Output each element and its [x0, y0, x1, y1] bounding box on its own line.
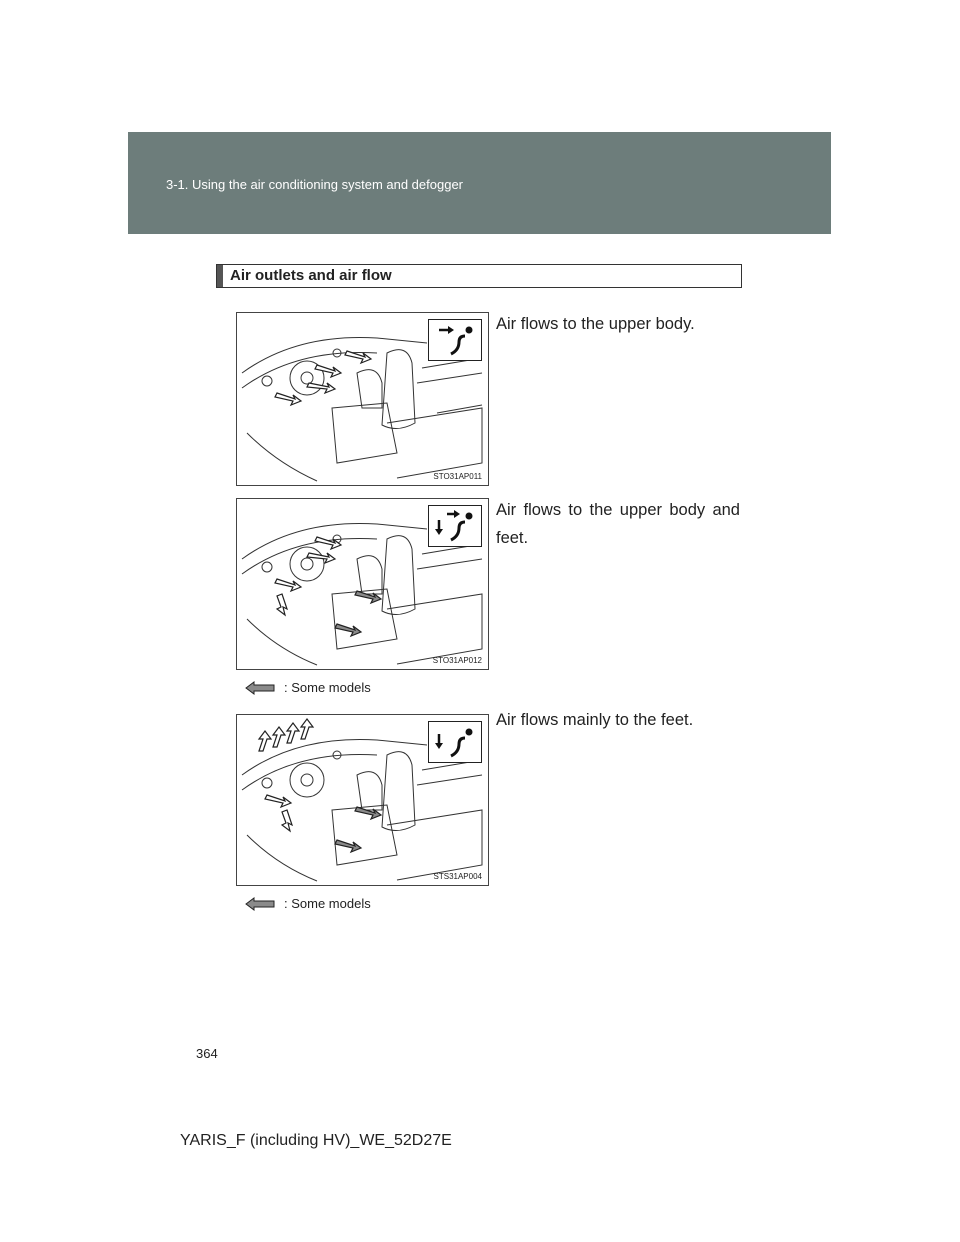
description: Air flows mainly to the feet. — [496, 711, 694, 729]
bi-level-vent-icon — [428, 505, 482, 547]
page-number: 364 — [196, 1046, 218, 1061]
section-title: Air outlets and air flow — [230, 267, 392, 284]
gray-arrow-icon — [244, 681, 276, 695]
figure-face-airflow — [236, 312, 489, 486]
face-vent-icon — [428, 319, 482, 361]
figure-foot-airflow — [236, 714, 489, 886]
note-text: : Some models — [284, 680, 371, 695]
figure-code: STS31AP004 — [433, 872, 482, 881]
figure-code: STO31AP012 — [432, 656, 482, 665]
breadcrumb: 3-1. Using the air conditioning system and defogger — [166, 177, 464, 192]
note-some-models — [244, 680, 371, 695]
note-text: : Some models — [284, 896, 371, 911]
figure-code: STO31AP011 — [433, 472, 482, 481]
description: Air flows to the upper body. — [496, 315, 695, 333]
document-footer: YARIS_F (including HV)_WE_52D27E — [180, 1132, 452, 1149]
note-some-models — [244, 896, 371, 911]
section-heading — [216, 264, 742, 288]
section-marker — [217, 265, 223, 287]
chapter-header — [128, 132, 831, 234]
figure-bilevel-airflow — [236, 498, 489, 670]
gray-arrow-icon — [244, 897, 276, 911]
description: Air flows to the upper body and feet. — [496, 501, 740, 547]
foot-vent-icon — [428, 721, 482, 763]
